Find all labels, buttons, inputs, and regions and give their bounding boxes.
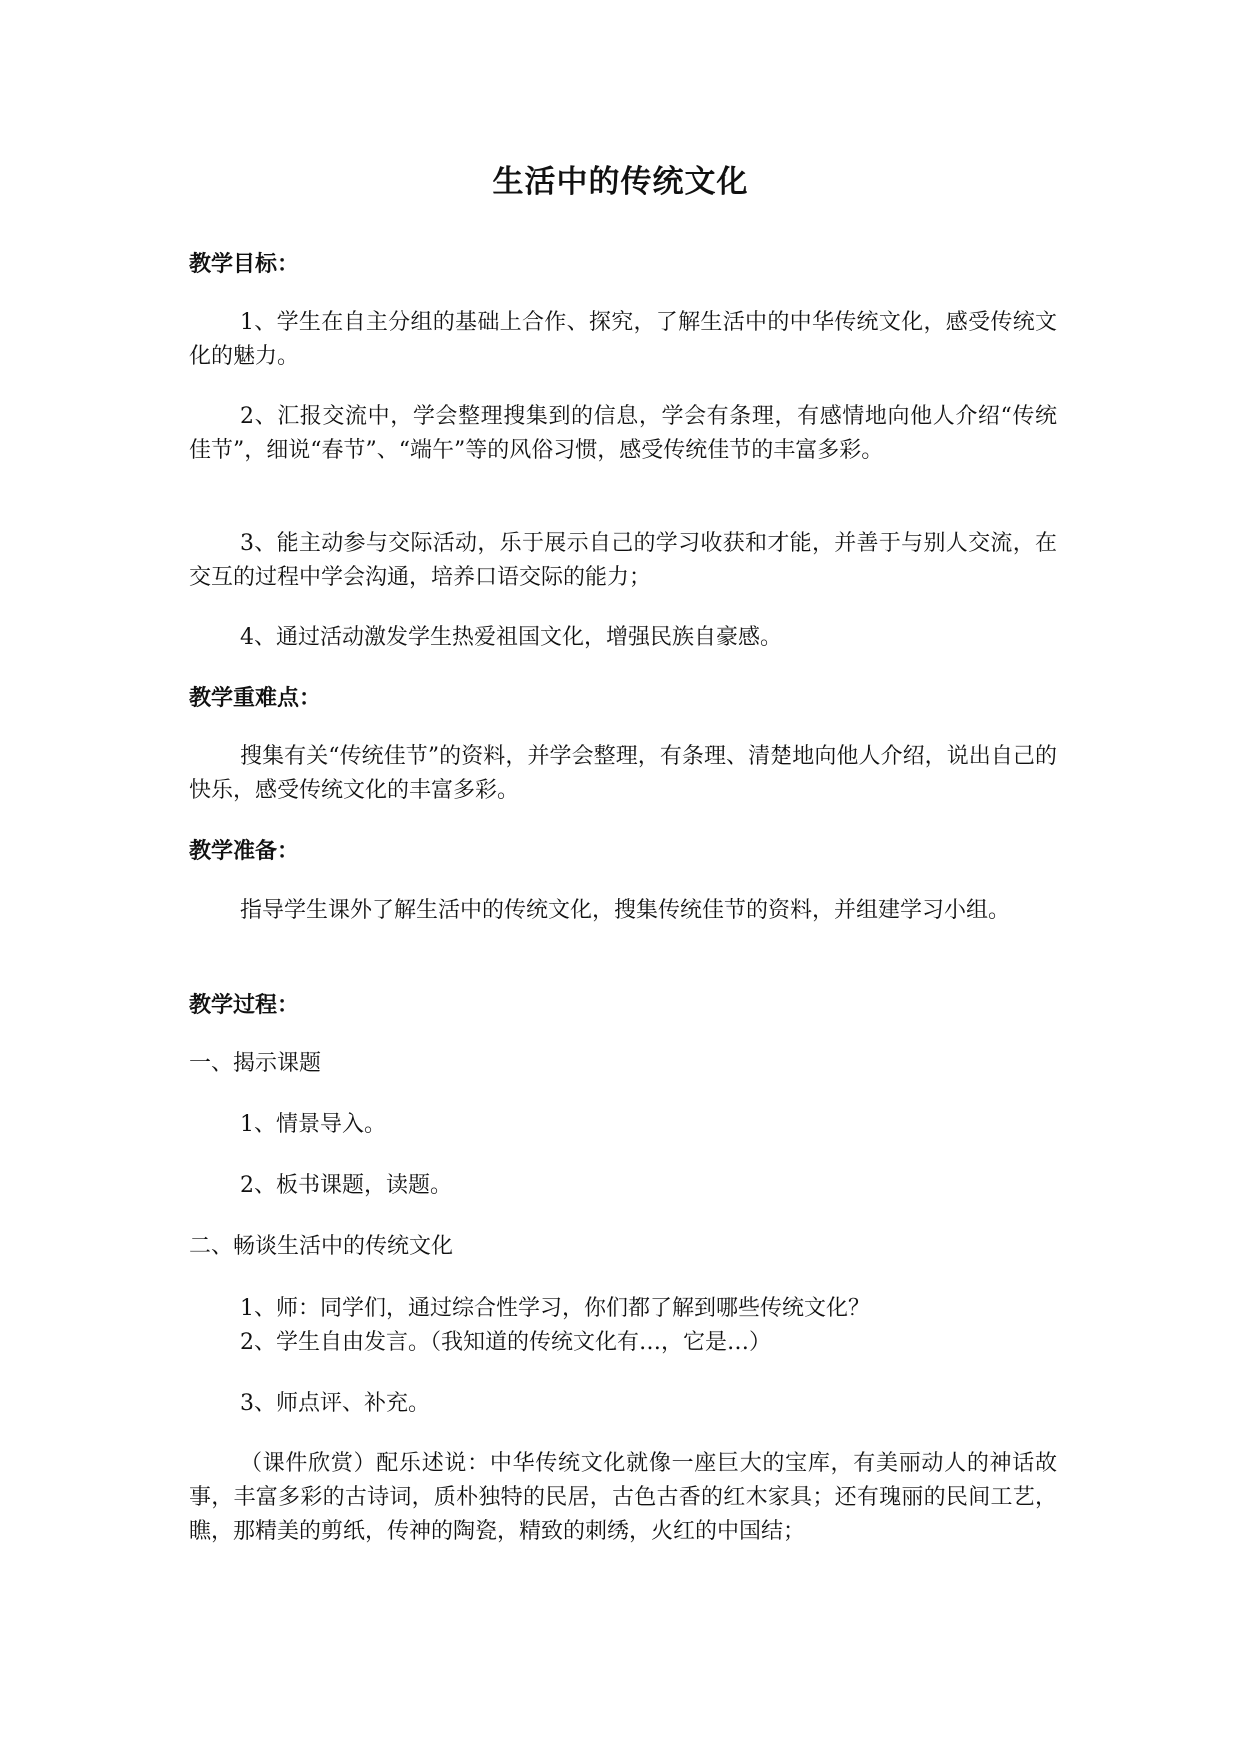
objectives-heading: 教学目标： [189,251,300,277]
process-part2-title: 二、畅谈生活中的传统文化 [189,1234,454,1259]
objective-item-4: 4、通过活动激发学生热爱祖国文化，增强民族自豪感。 [240,625,782,650]
process-part2-step-1: 1、师：同学们，通过综合性学习，你们都了解到哪些传统文化？ [240,1296,870,1321]
process-part1-step-1: 1、情景导入。 [240,1112,386,1137]
key-points-heading: 教学重难点： [189,685,322,711]
process-heading: 教学过程： [189,992,300,1018]
process-part2-narration: （课件欣赏）配乐述说：中华传统文化就像一座巨大的宝库，有美丽动人的神话故事，丰富多彩的古诗词，质朴独特的民居，古色古香的红木家具；还有瑰丽的民间工艺，瞧，那精美的剪纸，传神的陶瓷，精致的刺绣，火红的中国结； [189,1451,1057,1544]
process-part2-step-3: 3、师点评、补充。 [240,1391,430,1416]
preparation-text: 指导学生课外了解生活中的传统文化，搜集传统佳节的资料，并组建学习小组。 [240,898,1011,923]
process-part1-title: 一、揭示课题 [189,1051,322,1076]
objective-item-2: 2、汇报交流中，学会整理搜集到的信息，学会有条理，有感情地向他人介绍“传统佳节”，细说“春节”、“端午”等的风俗习惯，感受传统佳节的丰富多彩。 [189,404,1057,463]
preparation-heading: 教学准备： [189,838,300,864]
objective-item-1: 1、学生在自主分组的基础上合作、探究，了解生活中的中华传统文化，感受传统文化的魅力。 [189,310,1057,369]
objective-item-3: 3、能主动参与交际活动，乐于展示自己的学习收获和才能，并善于与别人交流，在交互的过程中学会沟通，培养口语交际的能力； [189,531,1057,590]
process-part2-step-2: 2、学生自由发言。（我知道的传统文化有…，它是…） [240,1330,771,1355]
process-part1-step-2: 2、板书课题，读题。 [240,1173,452,1198]
document-title: 生活中的传统文化 [492,164,749,200]
key-points-text: 搜集有关“传统佳节”的资料，并学会整理，有条理、清楚地向他人介绍，说出自己的快乐，感受传统文化的丰富多彩。 [189,744,1057,803]
